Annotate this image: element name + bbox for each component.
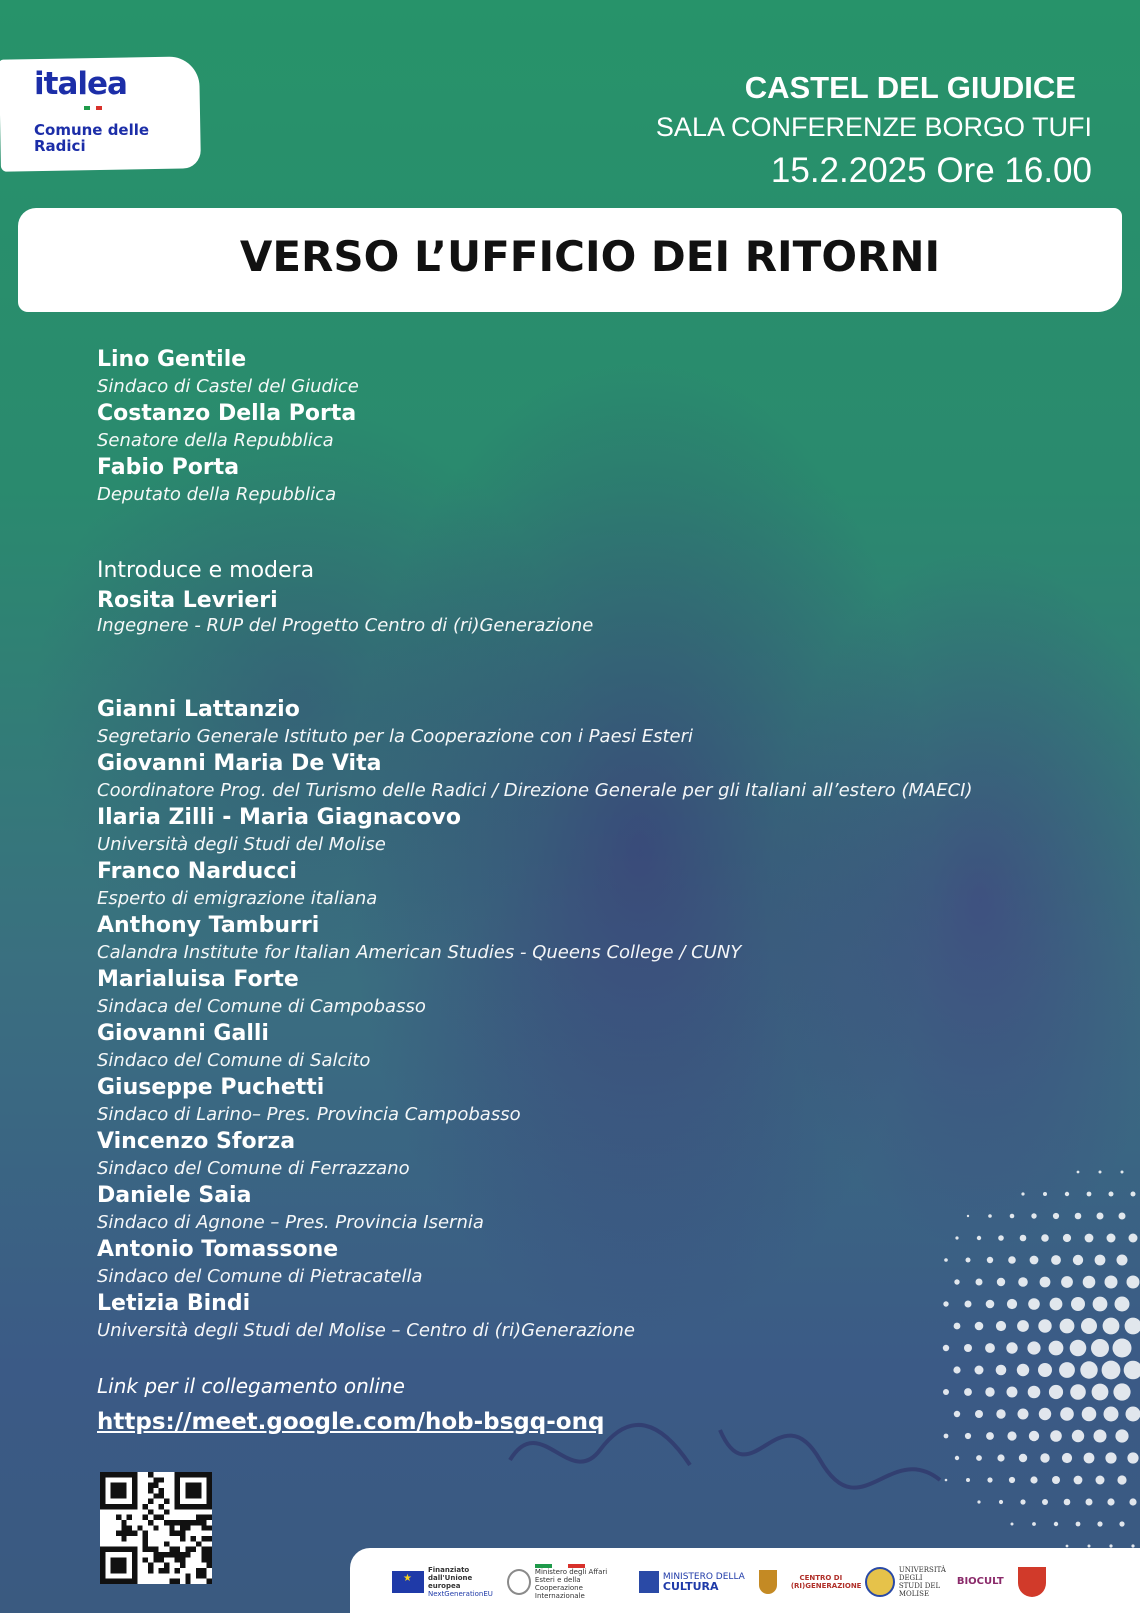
speaker-role: Sindaco di Agnone – Pres. Provincia Isernia bbox=[97, 1212, 484, 1233]
speaker-entry bbox=[97, 750, 972, 804]
speaker-name: Letizia Bindi bbox=[97, 1291, 251, 1316]
comune-shield-icon bbox=[759, 1570, 777, 1594]
cdg-logo-label: CENTRO DI (RI)GENERAZIONE bbox=[790, 1574, 862, 1590]
cdg-logo bbox=[790, 1574, 862, 1590]
online-link-label: Link per il collegamento online bbox=[97, 1374, 405, 1398]
speaker-entry bbox=[97, 454, 972, 508]
speaker-entry bbox=[97, 346, 972, 400]
speaker-name: Anthony Tamburri bbox=[97, 913, 320, 938]
speaker-name: Ilaria Zilli - Maria Giagnacovo bbox=[97, 805, 461, 830]
speaker-role: Sindaco del Comune di Ferrazzano bbox=[97, 1158, 410, 1179]
unimol-logo bbox=[865, 1566, 946, 1598]
speaker-entry bbox=[97, 912, 972, 966]
speaker-role: Senatore della Repubblica bbox=[97, 430, 334, 451]
eu-logo-label: Finanziato dall'Unione europea bbox=[428, 1566, 473, 1590]
speaker-role: Sindaco di Larino– Pres. Provincia Campobasso bbox=[97, 1104, 521, 1125]
speaker-entry bbox=[97, 966, 972, 1020]
speaker-list bbox=[97, 346, 972, 1344]
moderator-name: Rosita Levrieri bbox=[97, 588, 278, 613]
eu-flag-icon bbox=[392, 1571, 424, 1593]
event-city: CASTEL DEL GIUDICE bbox=[744, 70, 1076, 105]
speaker-entry bbox=[97, 1020, 972, 1074]
speaker-entry bbox=[97, 1290, 972, 1344]
event-venue: SALA CONFERENZE BORGO TUFI bbox=[655, 112, 1092, 142]
speaker-entry bbox=[97, 1128, 972, 1182]
speaker-role: Deputato della Repubblica bbox=[97, 484, 337, 505]
moderator-block bbox=[97, 558, 972, 642]
handwriting-decoration bbox=[500, 1370, 950, 1510]
event-header bbox=[656, 70, 1092, 191]
italea-logo: italea bbox=[34, 66, 127, 102]
eu-logo-sub: NextGenerationEU bbox=[428, 1590, 493, 1598]
speaker-name: Lino Gentile bbox=[97, 347, 247, 372]
speaker-role: Sindaca del Comune di Campobasso bbox=[97, 996, 426, 1017]
speaker-entry bbox=[97, 804, 972, 858]
speaker-role: Esperto di emigrazione italiana bbox=[97, 888, 378, 909]
sponsor-logos bbox=[392, 1560, 1046, 1604]
unimol-logo-label: UNIVERSITÀ DEGLI STUDI DEL MOLISE bbox=[898, 1566, 946, 1598]
moderator-label: Introduce e modera bbox=[97, 558, 315, 583]
speaker-name: Vincenzo Sforza bbox=[97, 1129, 296, 1154]
speaker-entry bbox=[97, 696, 972, 750]
unimol-seal-icon bbox=[865, 1567, 895, 1597]
speaker-name: Franco Narducci bbox=[97, 859, 297, 884]
speaker-name: Giovanni Galli bbox=[97, 1021, 269, 1046]
speaker-role: Segretario Generale Istituto per la Cooperazione con i Paesi Esteri bbox=[97, 726, 694, 747]
biocult-logo bbox=[957, 1578, 1004, 1586]
speaker-entry bbox=[97, 1236, 972, 1290]
ministero-cultura-logo bbox=[639, 1571, 745, 1593]
maeci-logo bbox=[507, 1564, 625, 1600]
molise-shield-icon bbox=[1018, 1567, 1046, 1597]
speaker-entry bbox=[97, 1074, 972, 1128]
event-datetime: 15.2.2025 Ore 16.00 bbox=[770, 151, 1092, 190]
online-meeting-link[interactable]: https://meet.google.com/hob-bsgq-onq bbox=[97, 1409, 605, 1435]
speaker-role: Sindaco di Castel del Giudice bbox=[97, 376, 359, 397]
speaker-entry bbox=[97, 858, 972, 912]
maeci-logo-label: Ministero degli Affari Esteri e della Cooperazione Internazionale bbox=[534, 1568, 608, 1600]
speaker-role: Coordinatore Prog. del Turismo delle Radici / Direzione Generale per gli Italiani all’estero (MAECI) bbox=[97, 780, 973, 801]
cultura-logo-top: MINISTERO DELLA bbox=[662, 1572, 745, 1582]
main-speakers bbox=[97, 696, 972, 1344]
qr-code-icon[interactable] bbox=[100, 1472, 212, 1584]
speaker-name: Marialuisa Forte bbox=[97, 967, 299, 992]
logo-subtitle: Comune delle Radici bbox=[34, 121, 150, 155]
italian-flag-icon bbox=[84, 106, 102, 110]
event-title: VERSO L’UFFICIO DEI RITORNI bbox=[239, 232, 941, 281]
speaker-name: Costanzo Della Porta bbox=[97, 401, 357, 426]
speaker-entry bbox=[97, 400, 972, 454]
speaker-role: Sindaco del Comune di Pietracatella bbox=[97, 1266, 423, 1287]
moderator-role: Ingegnere - RUP del Progetto Centro di (ri)Generazione bbox=[97, 615, 594, 636]
opening-speakers bbox=[97, 346, 972, 508]
speaker-role: Calandra Institute for Italian American Studies - Queens College / CUNY bbox=[97, 942, 742, 963]
speaker-name: Fabio Porta bbox=[97, 455, 240, 480]
speaker-name: Gianni Lattanzio bbox=[97, 697, 300, 722]
speaker-role: Università degli Studi del Molise bbox=[97, 834, 386, 855]
speaker-name: Giuseppe Puchetti bbox=[97, 1075, 325, 1100]
speaker-role: Sindaco del Comune di Salcito bbox=[97, 1050, 371, 1071]
molise-logo bbox=[1018, 1567, 1046, 1597]
biocult-logo-label: BIOCULT bbox=[956, 1576, 1004, 1587]
speaker-name: Daniele Saia bbox=[97, 1183, 252, 1208]
cultura-logo-bottom: CULTURA bbox=[662, 1580, 719, 1593]
comune-logo bbox=[759, 1570, 777, 1594]
speaker-name: Giovanni Maria De Vita bbox=[97, 751, 382, 776]
speaker-entry bbox=[97, 1182, 972, 1236]
eu-logo bbox=[392, 1566, 493, 1598]
speaker-role: Università degli Studi del Molise – Centro di (ri)Generazione bbox=[97, 1320, 635, 1341]
speaker-name: Antonio Tomassone bbox=[97, 1237, 339, 1262]
republic-emblem-icon bbox=[507, 1569, 531, 1595]
ministero-cultura-icon bbox=[639, 1571, 659, 1593]
